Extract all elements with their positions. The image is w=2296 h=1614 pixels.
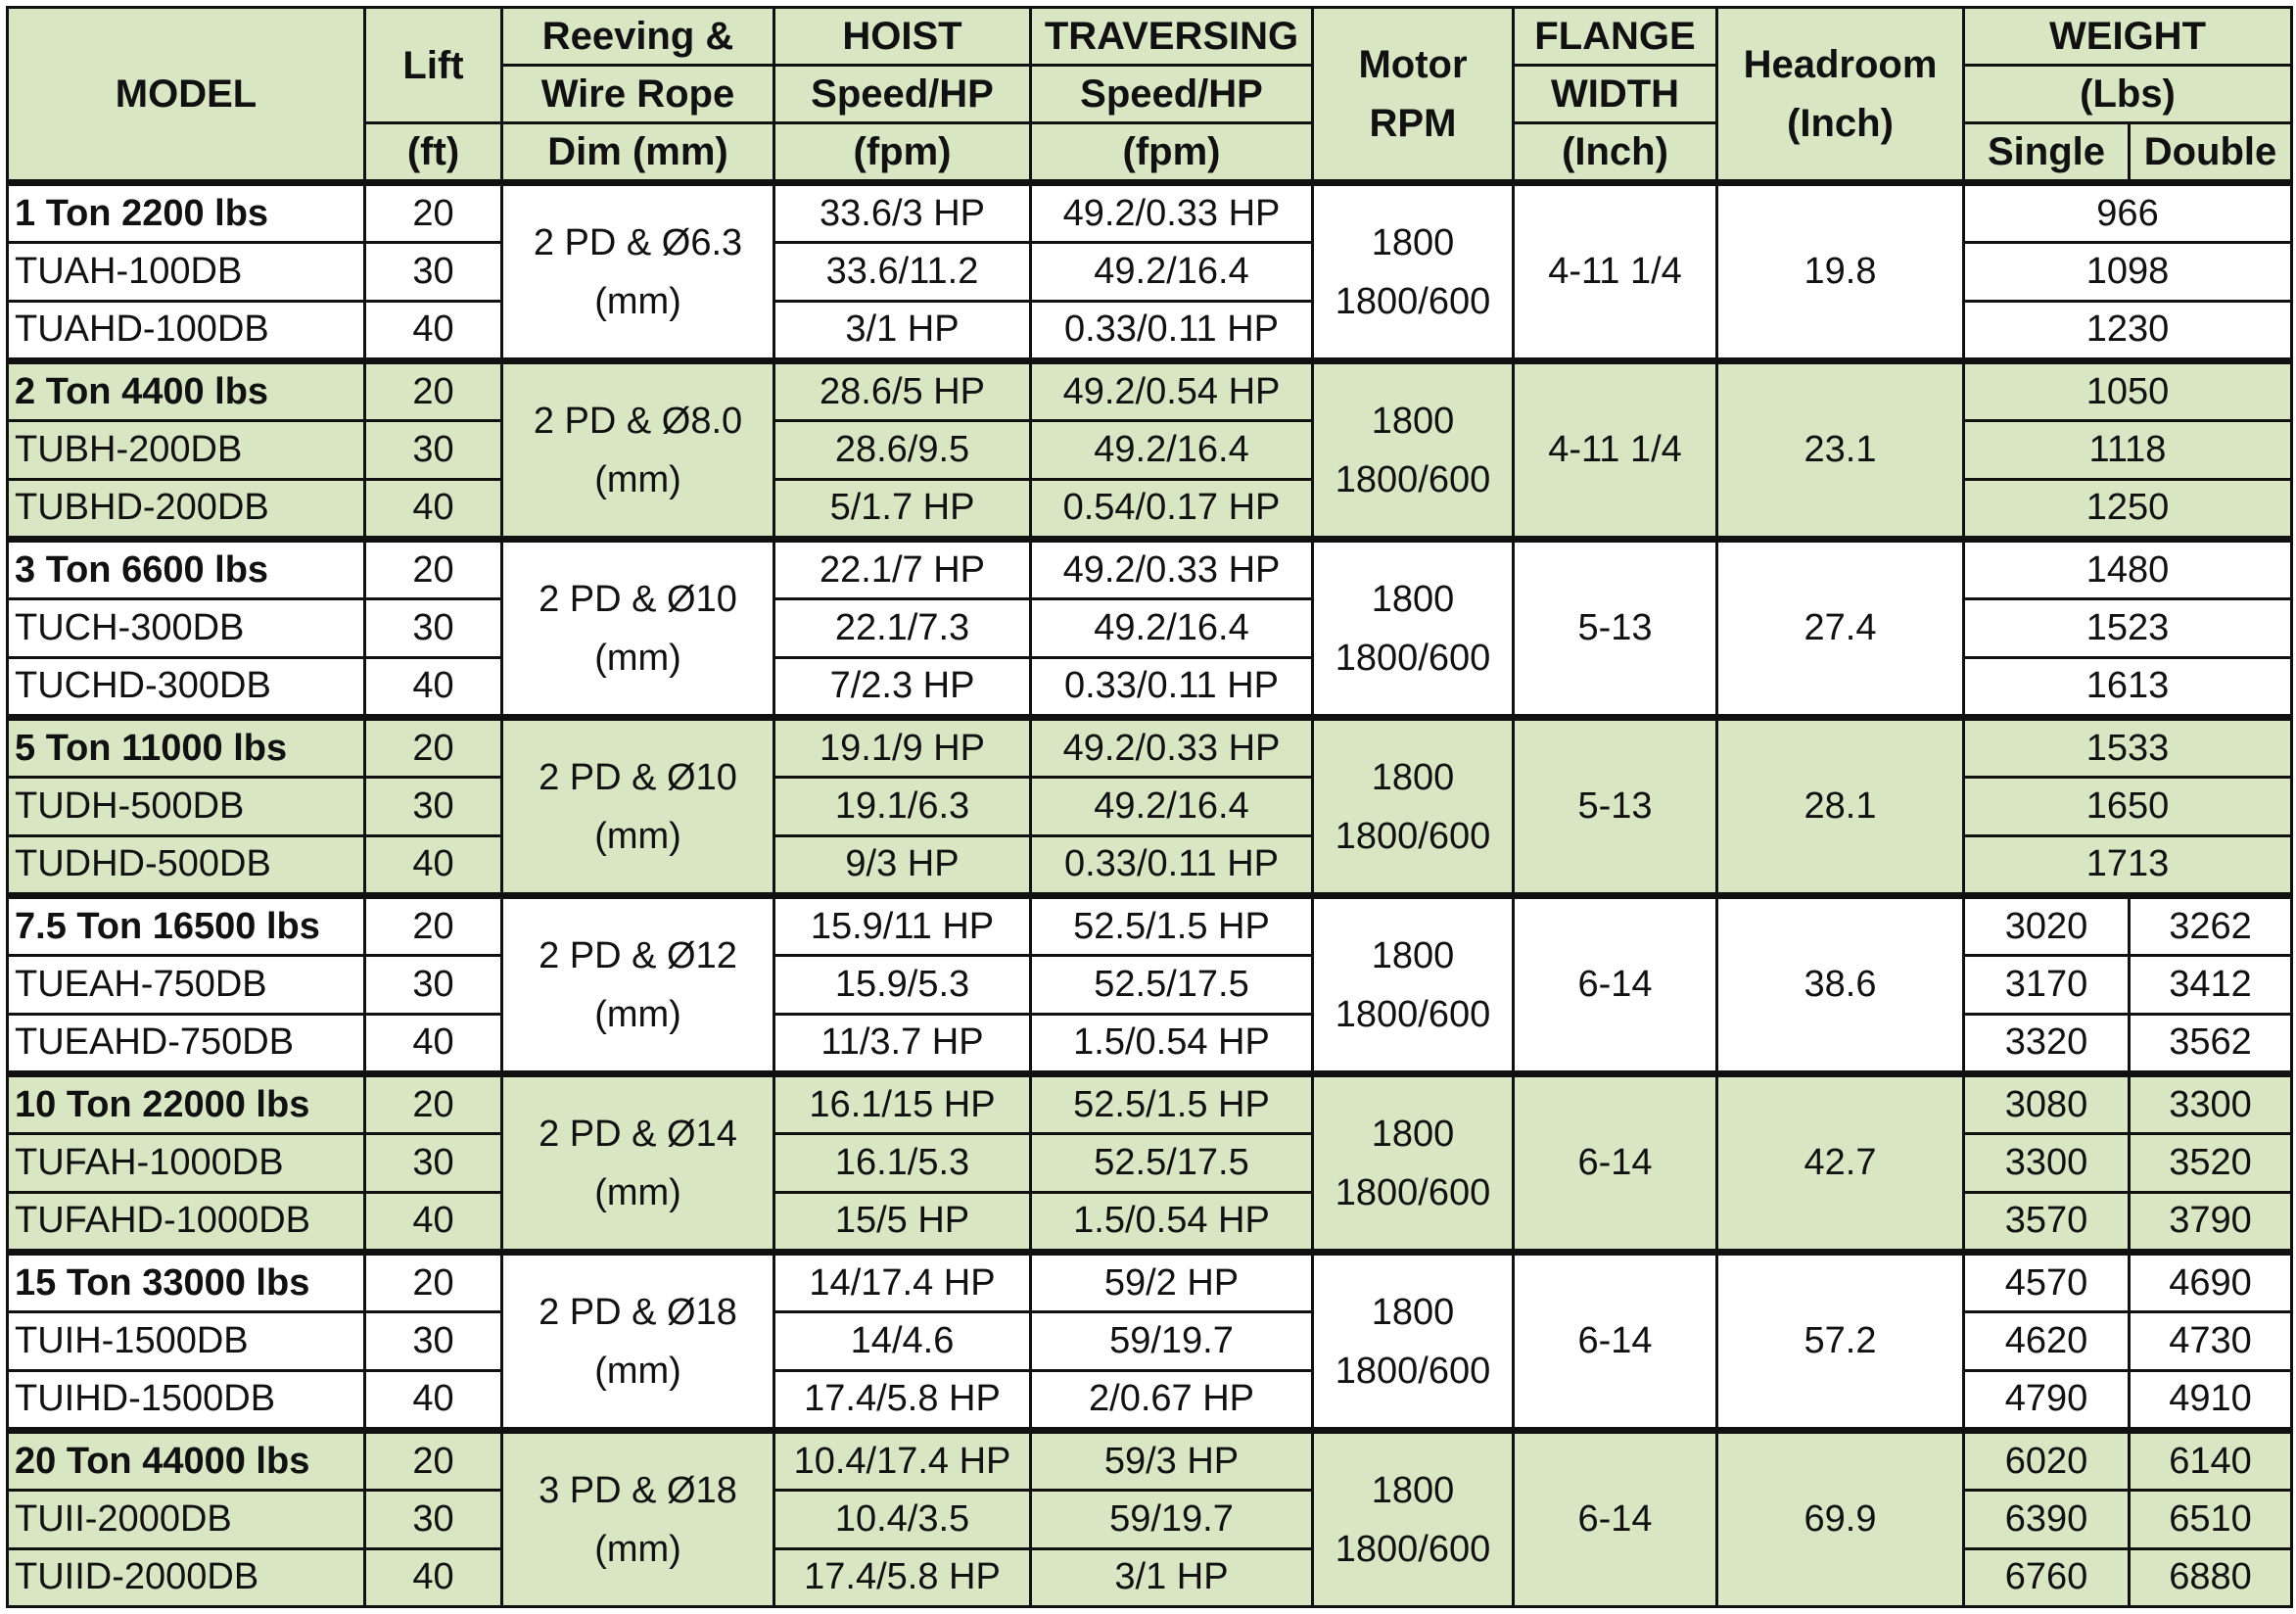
weight-double-cell: 3520 bbox=[2130, 1134, 2292, 1192]
table-row bbox=[8, 896, 2292, 956]
motor-rpm-cell bbox=[1313, 540, 1514, 718]
hoist-cell: 15.9/5.3 bbox=[774, 956, 1031, 1014]
header-weight-unit: (Lbs) bbox=[1964, 66, 2292, 123]
table-row bbox=[8, 183, 2292, 243]
model-cell: TUBHD-200DB bbox=[8, 479, 365, 539]
motor-rpm-single: 1800 bbox=[1371, 400, 1455, 442]
header-hoist-unit: (fpm) bbox=[774, 123, 1031, 183]
hoist-cell: 3/1 HP bbox=[774, 301, 1031, 360]
traversing-cell: 49.2/16.4 bbox=[1031, 778, 1313, 835]
hoist-cell: 15/5 HP bbox=[774, 1192, 1031, 1252]
hoist-cell: 28.6/9.5 bbox=[774, 421, 1031, 479]
lift-cell: 20 bbox=[365, 1431, 502, 1491]
motor-rpm-dual: 1800/600 bbox=[1335, 993, 1491, 1035]
model-group bbox=[8, 1253, 2292, 1431]
table-row bbox=[8, 1253, 2292, 1312]
model-cell: TUIH-1500DB bbox=[8, 1312, 365, 1370]
traversing-cell: 3/1 HP bbox=[1031, 1548, 1313, 1606]
model-cell: 2 Ton 4400 lbs bbox=[8, 361, 365, 421]
motor-rpm-single: 1800 bbox=[1371, 221, 1455, 263]
lift-cell: 20 bbox=[365, 718, 502, 778]
model-group bbox=[8, 540, 2292, 718]
hoist-cell: 33.6/11.2 bbox=[774, 243, 1031, 301]
traversing-cell: 0.33/0.11 HP bbox=[1031, 301, 1313, 360]
weight-single-cell: 6390 bbox=[1964, 1491, 2130, 1548]
hoist-cell: 22.1/7 HP bbox=[774, 540, 1031, 599]
headroom-cell: 57.2 bbox=[1717, 1253, 1964, 1431]
table-row bbox=[8, 361, 2292, 421]
model-cell: 15 Ton 33000 lbs bbox=[8, 1253, 365, 1312]
model-cell: TUCH-300DB bbox=[8, 599, 365, 657]
header-traversing-unit: (fpm) bbox=[1031, 123, 1313, 183]
header-headroom-cell bbox=[1717, 8, 1964, 183]
weight-cell: 1650 bbox=[1964, 778, 2292, 835]
headroom-cell: 23.1 bbox=[1717, 361, 1964, 540]
weight-single-cell: 3570 bbox=[1964, 1192, 2130, 1252]
hoist-cell: 28.6/5 HP bbox=[774, 361, 1031, 421]
header-lift: Lift bbox=[365, 8, 502, 123]
model-cell: TUII-2000DB bbox=[8, 1491, 365, 1548]
headroom-cell: 19.8 bbox=[1717, 183, 1964, 361]
model-cell: TUEAHD-750DB bbox=[8, 1014, 365, 1073]
lift-cell: 30 bbox=[365, 243, 502, 301]
model-cell: 20 Ton 44000 lbs bbox=[8, 1431, 365, 1491]
traversing-cell: 49.2/0.33 HP bbox=[1031, 718, 1313, 778]
traversing-cell: 59/19.7 bbox=[1031, 1312, 1313, 1370]
lift-cell: 20 bbox=[365, 1074, 502, 1134]
hoist-cell: 5/1.7 HP bbox=[774, 479, 1031, 539]
weight-single-cell: 3020 bbox=[1964, 896, 2130, 956]
traversing-cell: 0.33/0.11 HP bbox=[1031, 835, 1313, 895]
reeving-value: 2 PD & Ø6.3 bbox=[533, 221, 743, 263]
model-cell: TUIID-2000DB bbox=[8, 1548, 365, 1606]
reeving-cell bbox=[502, 183, 774, 361]
hoist-cell: 14/4.6 bbox=[774, 1312, 1031, 1370]
traversing-cell: 49.2/16.4 bbox=[1031, 243, 1313, 301]
model-group bbox=[8, 718, 2292, 896]
motor-rpm-single: 1800 bbox=[1371, 756, 1455, 798]
model-cell: TUAH-100DB bbox=[8, 243, 365, 301]
traversing-cell: 49.2/16.4 bbox=[1031, 421, 1313, 479]
reeving-value: 2 PD & Ø14 bbox=[539, 1113, 737, 1155]
traversing-cell: 1.5/0.54 HP bbox=[1031, 1192, 1313, 1252]
lift-cell: 40 bbox=[365, 835, 502, 895]
traversing-cell: 59/19.7 bbox=[1031, 1491, 1313, 1548]
reeving-unit: (mm) bbox=[594, 815, 681, 857]
header-traversing-sub: Speed/HP bbox=[1031, 66, 1313, 123]
hoist-cell: 22.1/7.3 bbox=[774, 599, 1031, 657]
model-cell: 7.5 Ton 16500 lbs bbox=[8, 896, 365, 956]
header-headroom: Headroom bbox=[1743, 43, 1938, 86]
hoist-cell: 10.4/17.4 HP bbox=[774, 1431, 1031, 1491]
motor-rpm-dual: 1800/600 bbox=[1335, 458, 1491, 500]
weight-cell: 1523 bbox=[1964, 599, 2292, 657]
weight-single-cell: 6020 bbox=[1964, 1431, 2130, 1491]
motor-rpm-single: 1800 bbox=[1371, 1291, 1455, 1333]
weight-cell: 1480 bbox=[1964, 540, 2292, 599]
reeving-unit: (mm) bbox=[594, 1528, 681, 1570]
model-cell: TUAHD-100DB bbox=[8, 301, 365, 360]
model-cell: TUFAHD-1000DB bbox=[8, 1192, 365, 1252]
traversing-cell: 49.2/0.33 HP bbox=[1031, 183, 1313, 243]
motor-rpm-cell bbox=[1313, 718, 1514, 896]
lift-cell: 40 bbox=[365, 301, 502, 360]
flange-width-cell: 6-14 bbox=[1514, 1431, 1717, 1607]
weight-single-cell: 3300 bbox=[1964, 1134, 2130, 1192]
weight-cell: 1250 bbox=[1964, 479, 2292, 539]
headroom-cell: 28.1 bbox=[1717, 718, 1964, 896]
model-group bbox=[8, 1431, 2292, 1607]
header-reeving: Reeving & bbox=[502, 8, 774, 66]
weight-double-cell: 4730 bbox=[2130, 1312, 2292, 1370]
reeving-unit: (mm) bbox=[594, 1350, 681, 1392]
hoist-cell: 19.1/9 HP bbox=[774, 718, 1031, 778]
model-cell: TUDHD-500DB bbox=[8, 835, 365, 895]
header-weight: WEIGHT bbox=[1964, 8, 2292, 66]
reeving-unit: (mm) bbox=[594, 458, 681, 500]
weight-single-cell: 4620 bbox=[1964, 1312, 2130, 1370]
model-cell: TUBH-200DB bbox=[8, 421, 365, 479]
model-cell: 1 Ton 2200 lbs bbox=[8, 183, 365, 243]
reeving-cell bbox=[502, 1253, 774, 1431]
weight-double-cell: 6510 bbox=[2130, 1491, 2292, 1548]
lift-cell: 40 bbox=[365, 479, 502, 539]
motor-rpm-single: 1800 bbox=[1371, 578, 1455, 620]
hoist-cell: 7/2.3 HP bbox=[774, 657, 1031, 717]
motor-rpm-dual: 1800/600 bbox=[1335, 637, 1491, 679]
header-lift-unit: (ft) bbox=[365, 123, 502, 183]
lift-cell: 40 bbox=[365, 1548, 502, 1606]
header-rpm: RPM bbox=[1369, 102, 1457, 145]
flange-width-cell: 4-11 1/4 bbox=[1514, 183, 1717, 361]
weight-single-cell: 3170 bbox=[1964, 956, 2130, 1014]
weight-cell: 1118 bbox=[1964, 421, 2292, 479]
flange-width-cell: 6-14 bbox=[1514, 1253, 1717, 1431]
motor-rpm-cell bbox=[1313, 1074, 1514, 1253]
model-cell: 3 Ton 6600 lbs bbox=[8, 540, 365, 599]
reeving-cell bbox=[502, 361, 774, 540]
lift-cell: 30 bbox=[365, 421, 502, 479]
header-wire-rope: Wire Rope bbox=[502, 66, 774, 123]
traversing-cell: 52.5/17.5 bbox=[1031, 1134, 1313, 1192]
traversing-cell: 0.54/0.17 HP bbox=[1031, 479, 1313, 539]
weight-double-cell: 3412 bbox=[2130, 956, 2292, 1014]
motor-rpm-cell bbox=[1313, 361, 1514, 540]
model-cell: TUFAH-1000DB bbox=[8, 1134, 365, 1192]
weight-double-cell: 3790 bbox=[2130, 1192, 2292, 1252]
header-hoist-sub: Speed/HP bbox=[774, 66, 1031, 123]
header-motor: Motor bbox=[1358, 43, 1468, 86]
lift-cell: 40 bbox=[365, 1370, 502, 1430]
lift-cell: 40 bbox=[365, 657, 502, 717]
header-single: Single bbox=[1964, 123, 2130, 183]
model-group bbox=[8, 896, 2292, 1074]
hoist-cell: 14/17.4 HP bbox=[774, 1253, 1031, 1312]
reeving-cell bbox=[502, 896, 774, 1074]
reeving-value: 3 PD & Ø18 bbox=[539, 1469, 737, 1511]
header-reeving-dim: Dim (mm) bbox=[502, 123, 774, 183]
reeving-unit: (mm) bbox=[594, 637, 681, 679]
lift-cell: 30 bbox=[365, 599, 502, 657]
reeving-cell bbox=[502, 540, 774, 718]
lift-cell: 40 bbox=[365, 1192, 502, 1252]
weight-double-cell: 3262 bbox=[2130, 896, 2292, 956]
lift-cell: 30 bbox=[365, 1491, 502, 1548]
traversing-cell: 49.2/0.54 HP bbox=[1031, 361, 1313, 421]
motor-rpm-single: 1800 bbox=[1371, 1469, 1455, 1511]
lift-cell: 40 bbox=[365, 1014, 502, 1073]
header-motor-rpm bbox=[1313, 8, 1514, 183]
motor-rpm-single: 1800 bbox=[1371, 1113, 1455, 1155]
weight-single-cell: 3080 bbox=[1964, 1074, 2130, 1134]
weight-cell: 1613 bbox=[1964, 657, 2292, 717]
weight-double-cell: 4690 bbox=[2130, 1253, 2292, 1312]
weight-single-cell: 6760 bbox=[1964, 1548, 2130, 1606]
headroom-cell: 27.4 bbox=[1717, 540, 1964, 718]
hoist-cell: 33.6/3 HP bbox=[774, 183, 1031, 243]
motor-rpm-dual: 1800/600 bbox=[1335, 1350, 1491, 1392]
lift-cell: 20 bbox=[365, 183, 502, 243]
model-cell: TUDH-500DB bbox=[8, 778, 365, 835]
header-flange-width: WIDTH bbox=[1514, 66, 1717, 123]
weight-cell: 1098 bbox=[1964, 243, 2292, 301]
table-row bbox=[8, 1431, 2292, 1491]
motor-rpm-dual: 1800/600 bbox=[1335, 280, 1491, 322]
flange-width-cell: 6-14 bbox=[1514, 1074, 1717, 1253]
header-double: Double bbox=[2130, 123, 2292, 183]
motor-rpm-cell bbox=[1313, 896, 1514, 1074]
headroom-cell: 38.6 bbox=[1717, 896, 1964, 1074]
headroom-cell: 42.7 bbox=[1717, 1074, 1964, 1253]
model-cell: TUEAH-750DB bbox=[8, 956, 365, 1014]
reeving-value: 2 PD & Ø8.0 bbox=[533, 400, 743, 442]
motor-rpm-dual: 1800/600 bbox=[1335, 815, 1491, 857]
header-headroom-unit: (Inch) bbox=[1787, 102, 1894, 145]
traversing-cell: 0.33/0.11 HP bbox=[1031, 657, 1313, 717]
weight-single-cell: 4570 bbox=[1964, 1253, 2130, 1312]
model-group bbox=[8, 1074, 2292, 1253]
motor-rpm-single: 1800 bbox=[1371, 934, 1455, 976]
weight-cell: 966 bbox=[1964, 183, 2292, 243]
lift-cell: 20 bbox=[365, 540, 502, 599]
traversing-cell: 59/2 HP bbox=[1031, 1253, 1313, 1312]
motor-rpm-dual: 1800/600 bbox=[1335, 1171, 1491, 1213]
lift-cell: 20 bbox=[365, 361, 502, 421]
motor-rpm-cell bbox=[1313, 1253, 1514, 1431]
header-model: MODEL bbox=[8, 8, 365, 183]
reeving-value: 2 PD & Ø10 bbox=[539, 756, 737, 798]
traversing-cell: 52.5/17.5 bbox=[1031, 956, 1313, 1014]
hoist-cell: 10.4/3.5 bbox=[774, 1491, 1031, 1548]
reeving-cell bbox=[502, 1431, 774, 1607]
hoist-cell: 11/3.7 HP bbox=[774, 1014, 1031, 1073]
weight-cell: 1713 bbox=[1964, 835, 2292, 895]
reeving-cell bbox=[502, 1074, 774, 1253]
hoist-cell: 19.1/6.3 bbox=[774, 778, 1031, 835]
hoist-cell: 16.1/5.3 bbox=[774, 1134, 1031, 1192]
hoist-cell: 15.9/11 HP bbox=[774, 896, 1031, 956]
table-header bbox=[8, 8, 2292, 183]
reeving-value: 2 PD & Ø10 bbox=[539, 578, 737, 620]
header-flange-unit: (Inch) bbox=[1514, 123, 1717, 183]
reeving-unit: (mm) bbox=[594, 993, 681, 1035]
motor-rpm-cell bbox=[1313, 1431, 1514, 1607]
hoist-cell: 9/3 HP bbox=[774, 835, 1031, 895]
model-cell: TUCHD-300DB bbox=[8, 657, 365, 717]
table-row bbox=[8, 540, 2292, 599]
weight-double-cell: 6140 bbox=[2130, 1431, 2292, 1491]
weight-single-cell: 4790 bbox=[1964, 1370, 2130, 1430]
model-group bbox=[8, 361, 2292, 540]
reeving-value: 2 PD & Ø18 bbox=[539, 1291, 737, 1333]
lift-cell: 30 bbox=[365, 778, 502, 835]
motor-rpm-cell bbox=[1313, 183, 1514, 361]
weight-cell: 1533 bbox=[1964, 718, 2292, 778]
table-row bbox=[8, 1074, 2292, 1134]
motor-rpm-dual: 1800/600 bbox=[1335, 1528, 1491, 1570]
weight-cell: 1050 bbox=[1964, 361, 2292, 421]
weight-double-cell: 3300 bbox=[2130, 1074, 2292, 1134]
reeving-unit: (mm) bbox=[594, 280, 681, 322]
headroom-cell: 69.9 bbox=[1717, 1431, 1964, 1607]
traversing-cell: 1.5/0.54 HP bbox=[1031, 1014, 1313, 1073]
flange-width-cell: 6-14 bbox=[1514, 896, 1717, 1074]
traversing-cell: 2/0.67 HP bbox=[1031, 1370, 1313, 1430]
model-group bbox=[8, 183, 2292, 361]
model-cell: 5 Ton 11000 lbs bbox=[8, 718, 365, 778]
table-row bbox=[8, 718, 2292, 778]
hoist-spec-table bbox=[6, 6, 2293, 1608]
reeving-cell bbox=[502, 718, 774, 896]
model-cell: TUIHD-1500DB bbox=[8, 1370, 365, 1430]
lift-cell: 20 bbox=[365, 896, 502, 956]
traversing-cell: 52.5/1.5 HP bbox=[1031, 1074, 1313, 1134]
hoist-cell: 16.1/15 HP bbox=[774, 1074, 1031, 1134]
model-cell: 10 Ton 22000 lbs bbox=[8, 1074, 365, 1134]
traversing-cell: 49.2/0.33 HP bbox=[1031, 540, 1313, 599]
flange-width-cell: 4-11 1/4 bbox=[1514, 361, 1717, 540]
header-traversing: TRAVERSING bbox=[1031, 8, 1313, 66]
reeving-value: 2 PD & Ø12 bbox=[539, 934, 737, 976]
weight-double-cell: 6880 bbox=[2130, 1548, 2292, 1606]
lift-cell: 30 bbox=[365, 1312, 502, 1370]
weight-double-cell: 4910 bbox=[2130, 1370, 2292, 1430]
traversing-cell: 52.5/1.5 HP bbox=[1031, 896, 1313, 956]
traversing-cell: 49.2/16.4 bbox=[1031, 599, 1313, 657]
lift-cell: 20 bbox=[365, 1253, 502, 1312]
weight-single-cell: 3320 bbox=[1964, 1014, 2130, 1073]
lift-cell: 30 bbox=[365, 956, 502, 1014]
header-flange: FLANGE bbox=[1514, 8, 1717, 66]
weight-double-cell: 3562 bbox=[2130, 1014, 2292, 1073]
flange-width-cell: 5-13 bbox=[1514, 540, 1717, 718]
reeving-unit: (mm) bbox=[594, 1171, 681, 1213]
hoist-cell: 17.4/5.8 HP bbox=[774, 1548, 1031, 1606]
flange-width-cell: 5-13 bbox=[1514, 718, 1717, 896]
weight-cell: 1230 bbox=[1964, 301, 2292, 360]
traversing-cell: 59/3 HP bbox=[1031, 1431, 1313, 1491]
lift-cell: 30 bbox=[365, 1134, 502, 1192]
hoist-cell: 17.4/5.8 HP bbox=[774, 1370, 1031, 1430]
header-hoist: HOIST bbox=[774, 8, 1031, 66]
